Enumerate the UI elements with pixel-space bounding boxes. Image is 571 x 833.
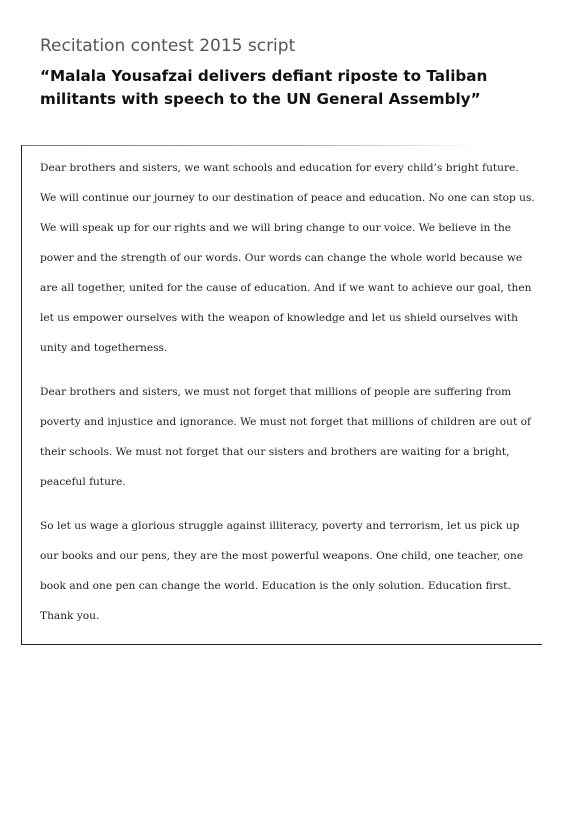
document-title: Recitation contest 2015 script — [40, 36, 296, 56]
speech-paragraph: So let us wage a glorious struggle against illiteracy, poverty and terrorism, let us pick up our books and our pens, they are the most powerful weapons. One child, one teacher, one book and one pen can change the world. Education is the only solution. Education first. Thank you. — [40, 520, 524, 622]
speech-headline: “Malala Yousafzai delivers defiant riposte to Taliban militants with speech to the UN General Assembly” — [40, 67, 488, 108]
speech-paragraph: Dear brothers and sisters, we want schools and education for every child’s bright future. We will continue our journey to our destination of peace and education. No one can stop us. We will speak up for our rights and we will bring change to our voice. We believe in the power and the strength of our words. Our words can change the whole world because we are all together, united for the cause of education. And if we want to achieve our goal, then let us empower ourselves with the weapon of knowledge and let us shield ourselves with unity and togetherness. — [40, 162, 535, 354]
speech-paragraph: Dear brothers and sisters, we must not forget that millions of people are suffering from poverty and injustice and ignorance. We must not forget that millions of children are out of their schools. We must not forget that our sisters and brothers are waiting for a bright, peaceful future. — [40, 386, 531, 488]
